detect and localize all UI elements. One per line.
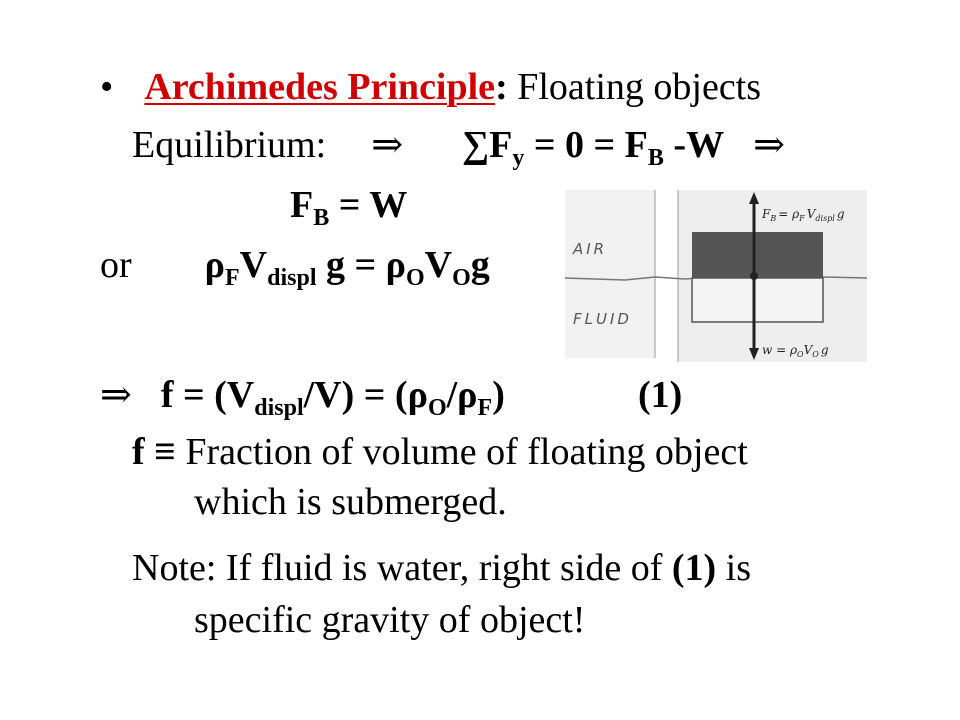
term-colon: : (495, 66, 508, 108)
archimedes-principle-term: Archimedes Principle (144, 66, 496, 108)
note-equation-ref: (1) (671, 547, 717, 589)
floating-object-diagram (565, 190, 867, 362)
bullet-line-archimedes (100, 68, 761, 106)
bullet-dot: • (100, 66, 114, 108)
note-line-1 (132, 544, 751, 592)
density-equation: $\rho_FV_{displ}$ $g = \rho_OV_Og$ (204, 244, 490, 291)
fraction-equation: $f = (V_{displ}/V) = (\rho_O/\rho_F)$ (160, 374, 505, 421)
weight-label: $w = \rho_OV_O$ g (762, 343, 829, 359)
equilibrium-label: Equilibrium: (132, 124, 327, 166)
floating-objects-text: Floating objects (517, 66, 762, 108)
definition-f: f (132, 431, 145, 473)
diagram-svg (565, 190, 867, 362)
note-text-1: Note: If fluid is water, right side of (132, 547, 663, 589)
note-text-is: is (725, 547, 752, 589)
definition-text-1: Fraction of volume of floating object (185, 431, 748, 473)
note-line-2: specific gravity of object! (194, 599, 586, 641)
fraction-equation-line (100, 374, 505, 421)
equation-number-1: (1) (638, 374, 683, 416)
sum-force-y: $\sum F_y$ (462, 124, 525, 171)
definition-line-2: which is submerged. (194, 481, 507, 523)
implies-arrow-1: ⇒ (371, 124, 404, 166)
block-above-fluid (692, 232, 823, 278)
density-equation-line (100, 244, 490, 291)
equiv-symbol: ≡ (154, 431, 176, 473)
left-panel (565, 190, 655, 358)
definition-line-1 (132, 428, 748, 476)
center-point (750, 272, 758, 280)
air-label: AIR (573, 240, 608, 258)
fb-equals-w-line: $F_B = W$ (290, 184, 408, 231)
fluid-label: FLUID (573, 310, 632, 328)
or-word: or (100, 244, 132, 286)
buoyant-force-label: $F_B = \rho_F$ $V_{displ}$ g (762, 207, 845, 223)
implies-arrow-3: ⇒ (100, 374, 132, 416)
implies-arrow-2: ⇒ (753, 124, 785, 166)
equilibrium-line (132, 124, 785, 171)
equilibrium-equation: = $0 = F_B$ -W (533, 124, 725, 171)
block-submerged (692, 278, 823, 322)
